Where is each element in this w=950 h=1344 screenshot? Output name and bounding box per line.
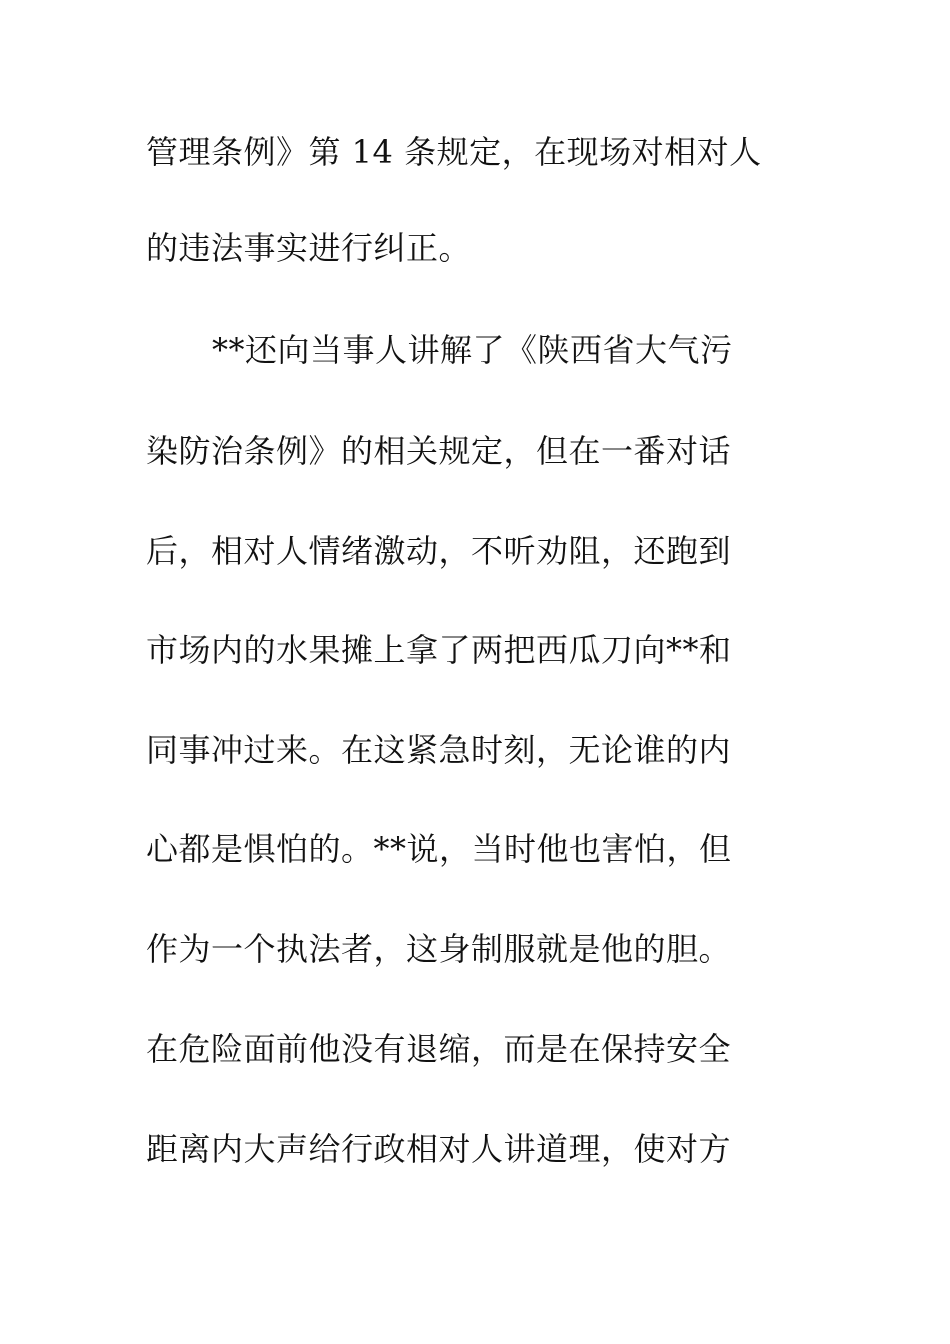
- paragraph-start-line: **还向当事人讲解了《陕西省大气污: [212, 331, 733, 369]
- text-line-2: 的违法事实进行纠正。: [146, 229, 472, 267]
- text-line-11: 距离内大声给行政相对人讲道理，使对方: [146, 1130, 732, 1168]
- text-line-8: 心都是惧怕的。**说，当时他也害怕，但: [146, 830, 732, 868]
- text-line-1: 管理条例》第 14 条规定，在现场对相对人: [146, 133, 762, 171]
- text-line-6: 市场内的水果摊上拿了两把西瓜刀向**和: [146, 631, 732, 669]
- text-line-4: 染防治条例》的相关规定，但在一番对话: [146, 432, 732, 470]
- text-line-7: 同事冲过来。在这紧急时刻，无论谁的内: [146, 731, 732, 769]
- text-line-5: 后，相对人情绪激动，不听劝阻，还跑到: [146, 532, 732, 570]
- text-line-9: 作为一个执法者，这身制服就是他的胆。: [146, 930, 732, 968]
- text-line-10: 在危险面前他没有退缩，而是在保持安全: [146, 1030, 732, 1068]
